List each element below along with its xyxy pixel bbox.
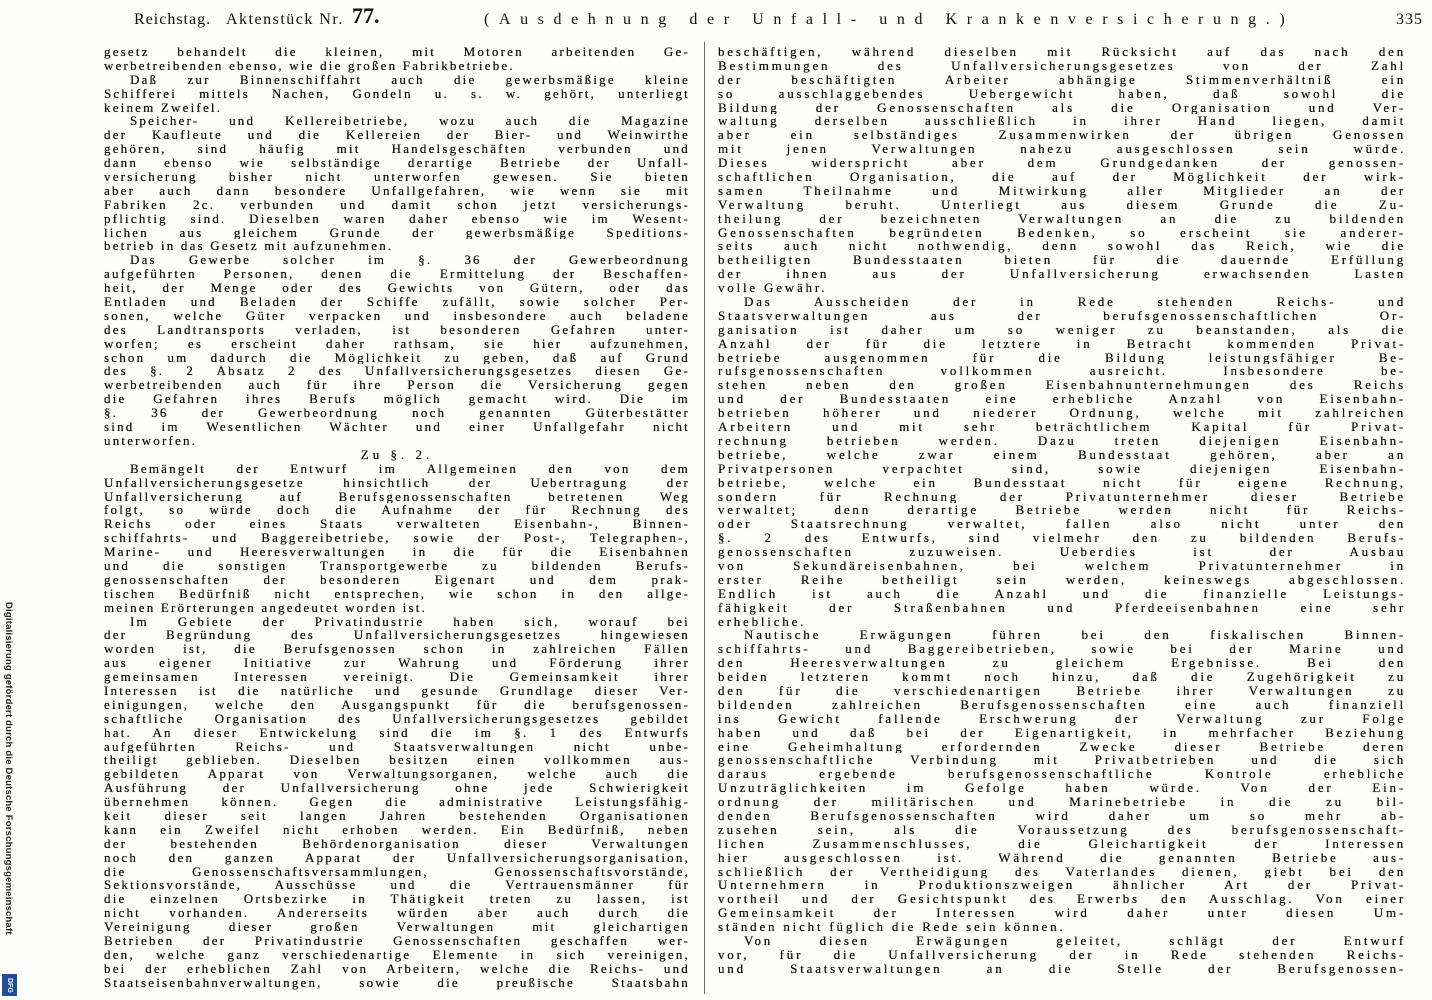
text-line: §. 2 des Entwurfs, sind vielmehr den zu bildenden Berufs- (718, 531, 1406, 546)
text-line: Staatseisenbahnverwaltungen, sowie die preußische Staatsbahn (104, 975, 690, 990)
text-line: worfen; es erscheint daher rathsam, sie hier aufzunehmen, (104, 336, 690, 351)
text-line: der bestehenden Behördenorganisation dieser Verwaltungen (104, 836, 690, 851)
text-line: schaftlichen Organisation, die auf der Möglichkeit der wirk- (718, 170, 1406, 184)
text-line: aufgeführten Reichs- und Staatsverwaltungen nicht unbe- (104, 739, 690, 754)
text-column-right (718, 45, 1406, 976)
paragraph (718, 628, 1406, 934)
text-line: rufsgenossenschaften vollkommen ausreicht. Insbesondere be- (718, 364, 1406, 379)
text-line: schiffahrts- und Baggereibetriebe, sowie der Post-, Telegraphen-, (104, 531, 690, 546)
text-line: genossenschaftliche Verbindung mit Privatbetrieben und die sich (718, 753, 1406, 768)
header-document-label: Aktenstück Nr. (226, 11, 344, 28)
text-line: werbetreibenden ebenso, wie die großen Fabrikbetriebe. (104, 58, 515, 73)
text-line: die Gefahren ihres Berufs möglich gemacht wird. Die im (104, 392, 690, 407)
text-line: und der Bundesstaaten eine erhebliche Anzahl von Eisenbahn- (718, 392, 1406, 407)
text-line: Speicher- und Kellereibetriebe, wozu auch die Magazine (130, 114, 690, 129)
text-line: Bemängelt der Entwurf im Allgemeinen den von dem (130, 461, 690, 476)
paragraph (104, 73, 690, 115)
text-line: heit, der Menge oder des Gewichts von Gütern, oder das (104, 281, 690, 296)
text-line: betriebe ausgenommen für die Bildung leistungsfähiger Be- (718, 350, 1406, 365)
text-line: Anzahl der für die letztere in Betracht kommenden Privat- (718, 336, 1406, 351)
text-line: Marine- und Heeresverwaltungen in die für die Eisenbahnen (104, 545, 690, 559)
text-line: erster Reihe betheiligt sein werden, keineswegs abgeschlossen. (718, 572, 1406, 587)
text-line: der ihnen aus der Unfallversicherung erwachsenden Lasten (718, 267, 1406, 282)
text-line: Verwaltung beruht. Unterliegt aus diesem Grunde die Zu- (718, 197, 1406, 212)
text-line: aber auch dann besondere Unfallgefahren, wie wenn sie mit (104, 183, 690, 198)
text-line: der Begründung des Unfallversicherungsgesetzes hingewiesen (104, 628, 690, 643)
text-line: erhebliche. (718, 614, 807, 629)
text-line: betheiligten Bundesstaaten bieten für die dauernde Erfüllung (718, 253, 1406, 268)
text-line: den, welche ganz verschiedenartige Elemente in sich vereinigen, (104, 947, 690, 962)
text-line: Unfallversicherungsgesetze hinsichtlich der Uebertragung der (104, 475, 690, 490)
paragraph (104, 462, 690, 615)
header-document-number: 77. (352, 3, 380, 28)
text-line: sonen, welche Güter verpacken und insbesondere auch beladene (104, 308, 690, 323)
text-line: Vereinigung dieser großen Verwaltungen mit gleichartigen (104, 920, 690, 934)
text-line: Unfallversicherung auf Berufsgenossenschaften betretenen Weg (104, 489, 690, 504)
text-line: schließlich der Vertheidigung des Vaterlandes dienen, giebt bei den (718, 864, 1406, 879)
text-line: aufgeführten Personen, denen die Ermittelung der Beschaffen- (104, 267, 690, 282)
text-line: stehen neben den großen Eisenbahnunternehmungen des Reichs (718, 378, 1406, 393)
text-line: hier ausgeschlossen ist. Während die genannten Betriebe aus- (718, 850, 1406, 865)
text-line: dann ebenso wie selbständige derartige Betriebe der Unfall- (104, 156, 690, 171)
text-line: meinen Erörterungen angedeutet worden ist. (104, 600, 428, 615)
paragraph (104, 114, 690, 253)
text-line: hat. An dieser Entwickelung sind die im §. 1 des Entwurfs (104, 725, 690, 740)
text-line: bildenden zahlreichen Berufsgenossenschaften eine auch finanziell (718, 697, 1406, 712)
paragraph (104, 615, 690, 990)
text-line: keit dieser seit langen Jahren bestehenden Organisationen (104, 808, 690, 823)
text-line: versicherung bisher nicht unterworfen gewesen. Sie bieten (104, 170, 690, 184)
text-line: einigungen, welche den Ausgangspunkt für die berufsgenossen- (104, 697, 690, 712)
text-line: schaftliche Organisation des Unfallversicherungsgesetzes gebildet (104, 711, 690, 726)
text-line: der Kaufleute und die Kellereien der Bier- und Weinwirthe (104, 128, 690, 143)
text-line: §. 36 der Gewerbeordnung noch genannten Güterbestätter (104, 406, 690, 421)
text-line: übernehmen können. Gegen die administrative Leistungsfähig- (104, 795, 690, 809)
text-line: ordnung der militärischen und Marinebetriebe in die zu bil- (718, 795, 1406, 809)
text-line: eine Geheimhaltung erfordernden Zwecke dieser Betriebe deren (718, 739, 1406, 754)
text-line: theiligt geblieben. Dieselben besitzen einen vollkommen aus- (104, 753, 690, 768)
paragraph (718, 934, 1406, 976)
text-line: Staatsverwaltungen aus der berufsgenossenschaftlichen Or- (718, 308, 1406, 323)
text-line: ganisation ist daher um so weniger zu beanstanden, als die (718, 322, 1406, 337)
text-line: nicht vorhanden. Andererseits würden aber auch durch die (104, 906, 690, 921)
text-line: Dieses widerspricht aber dem Grundgedanken der genossen- (718, 156, 1406, 171)
text-line: Von diesen Erwägungen geleitet, schlägt der Entwurf (744, 934, 1406, 948)
text-line: unterworfen. (104, 433, 198, 448)
text-line: den Heeresverwaltungen zu gleichem Ergebnisse. Bei den (718, 656, 1406, 671)
text-line: samen Theilnahme und Mitwirkung aller Mitglieder an der (718, 183, 1406, 198)
text-line: genossenschaften zuzuweisen. Ueberdies ist der Ausbau (718, 545, 1406, 559)
text-line: sondern für Rechnung der Privatunternehmer dieser Betriebe (718, 489, 1406, 504)
paragraph (718, 45, 1406, 295)
text-line: haben und daß bei der Eigenartigkeit, in mehrfacher Beziehung (718, 725, 1406, 740)
text-line: denden Berufsgenossenschaften wird daher um so mehr ab- (718, 808, 1406, 823)
text-line: Entladen und Beladen der Schiffe zufällt, sowie solcher Per- (104, 295, 690, 309)
text-line: Sektionsvorstände, Ausschüsse und die Vertrauensmänner für (104, 878, 690, 893)
text-line: theilung der bezeichneten Verwaltungen an die zu bildenden (718, 211, 1406, 226)
dfg-logo: DFG (2, 974, 17, 996)
text-line: daraus ergebende berufsgenossenschaftliche Kontrole erhebliche (718, 767, 1406, 782)
text-line: Schifferei mittels Nachen, Gondeln u. s. w. gehört, unterliegt (104, 86, 690, 101)
text-line: den für die verschiedenartigen Betriebe ihrer Verwaltungen zu (718, 683, 1406, 698)
text-line: aus eigener Initiative zur Wahrung und Förderung ihrer (104, 656, 690, 671)
text-line: keinem Zweifel. (104, 100, 223, 115)
text-column-left (104, 45, 690, 990)
text-line: ins Gewicht fallende Erschwerung der Verwaltung zur Folge (718, 711, 1406, 726)
text-line: betrieben höherer und niederer Ordnung, welche mit zahlreichen (718, 406, 1406, 421)
text-line: Gemeinsamkeit der Interessen wird daher unter diesen Um- (718, 906, 1406, 921)
text-line: gemeinsamen Interessen vereinigt. Die Gemeinsamkeit ihrer (104, 670, 690, 684)
text-line: des Landtransports verladen, ist besonderen Gefahren unter- (104, 322, 690, 337)
section-heading: Zu §. 2. (360, 447, 434, 462)
text-line: Genossenschaften begründeten Bedenken, so erscheint sie anderer- (718, 225, 1406, 240)
text-line: Betrieben der Privatindustrie Genossenschaften geschaffen wer- (104, 934, 690, 948)
text-line: schon um dadurch die Möglichkeit zu geben, daß auf Grund (104, 350, 690, 365)
header-reichstag: Reichstag. (134, 11, 212, 28)
text-line: Unternehmern in Produktionszweigen ähnlicher Art der Privat- (718, 878, 1406, 893)
text-line: oder Staatsrechnung verwaltet, fallen also nicht unter den (718, 517, 1406, 532)
paragraph (104, 45, 690, 73)
text-line: volle Gewähr. (718, 281, 828, 296)
text-line: vortheil und der Gesichtspunkt des Erwerbs den Ausschlag. Von einer (718, 892, 1406, 907)
text-line: betriebe, welche ein Bundesstaat nicht für eigene Rechnung, (718, 475, 1406, 490)
text-line: tischen Bedürfniß nicht entsprechen, wie schon in den allge- (104, 586, 690, 601)
text-line: lichen aus gleichem Grunde der gewerbsmäßige Speditions- (104, 225, 690, 240)
text-line: Endlich ist auch die Anzahl und die finanzielle Leistungs- (718, 586, 1406, 601)
text-line: noch den ganzen Apparat der Unfallversicherungsorganisation, (104, 850, 690, 865)
text-line: mit jenen Verwaltungen nahezu ausgeschlossen sein würde. (718, 142, 1406, 157)
paragraph (718, 295, 1406, 628)
text-line: fähigkeit der Straßenbahnen und Pferdeeisenbahnen eine sehr (718, 600, 1406, 615)
text-line: sind im Wesentlichen Wächter und einer Unfallgefahr nicht (104, 420, 690, 434)
text-line: kann ein Zweifel nicht erhoben werden. Ein Bedürfniß, neben (104, 822, 690, 837)
text-line: gesetz behandelt die kleinen, mit Motoren arbeitenden Ge- (104, 45, 690, 59)
text-line: lichen Zusammenschlusses, die Gleichartigkeit der Interessen (718, 836, 1406, 851)
text-line: waltung derselben ausschließlich in ihrer Hand liegen, damit (718, 114, 1406, 129)
digitization-sidebar (0, 0, 20, 1000)
text-line: so ausschlaggebendes Uebergewicht haben, daß sowohl die (718, 86, 1406, 101)
text-line: von Sekundäreisenbahnen, bei welchem Privatunternehmer in (718, 558, 1406, 573)
text-line: aber ein selbständiges Zusammenwirken der übrigen Genossen (718, 128, 1406, 143)
paragraph (104, 253, 690, 447)
text-line: bei der erheblichen Zahl von Arbeitern, welche die Reichs- und (104, 961, 690, 976)
text-line: werbetreibenden auch für ihre Person die Versicherung gegen (104, 378, 690, 393)
page-number: 335 (1396, 11, 1423, 28)
text-line: Daß zur Binnenschiffahrt auch die gewerbsmäßige kleine (130, 72, 690, 87)
text-line: die einzelnen Ortsbezirke in Thätigkeit treten zu lassen, ist (104, 892, 690, 907)
text-line: Ausführung der Unfallversicherung ohne jede Schwierigkeit (104, 781, 690, 796)
text-line: worden ist, die Berufsgenossen schon in zahlreichen Fällen (104, 642, 690, 657)
text-line: pflichtig sind. Dieselben waren daher ebenso wie im Wesent- (104, 211, 690, 226)
text-line: beiden letzteren kommt noch hinzu, daß die Zugehörigkeit zu (718, 670, 1406, 684)
text-line: Interessen ist die natürliche und gesunde Grundlage dieser Ver- (104, 683, 690, 698)
text-line: zusehen sein, als die Voraussetzung des berufsgenossenschaft- (718, 822, 1406, 837)
text-line: Bestimmungen des Unfallversicherungsgesetzes von der Zahl (718, 58, 1406, 73)
text-line: des §. 2 Absatz 2 des Unfallversicherungsgesetzes diesen Ge- (104, 364, 690, 379)
text-line: Das Gewerbe solcher im §. 36 der Gewerbeordnung (130, 253, 690, 268)
text-line: Im Gebiete der Privatindustrie haben sich, worauf bei (130, 614, 690, 629)
text-line: Das Ausscheiden der in Rede stehenden Reichs- und (744, 295, 1406, 309)
text-line: gebildeten Apparat von Verwaltungsorganen, welche auch die (104, 767, 690, 782)
text-line: schiffahrts- und Baggereibetrieben, sowie bei der Marine und (718, 642, 1406, 657)
text-line: Arbeitern und mit sehr beträchtlichem Kapital für Privat- (718, 420, 1406, 434)
text-line: rechnung betrieben werden. Dazu treten diejenigen Eisenbahn- (718, 433, 1406, 448)
text-line: Privatpersonen verpachtet sind, sowie diejenigen Eisenbahn- (718, 461, 1406, 476)
text-line: seits auch nicht nothwendig, denn sowohl das Reich, wie die (718, 239, 1406, 254)
header-title: (Ausdehnung der Unfall- und Krankenversicherung.) (484, 11, 1295, 28)
text-line: beschäftigen, während dieselben mit Rücksicht auf das nach den (718, 45, 1406, 59)
text-line: Bildung der Genossenschaften als die Organisation und Ver- (718, 100, 1406, 115)
text-line: die Genossenschaftsversammlungen, Genossenschaftsvorstände, (104, 864, 690, 879)
text-line: Unzuträglichkeiten im Gefolge haben würde. Von der Ein- (718, 781, 1406, 796)
text-line: Reichs oder eines Staats verwalteten Eisenbahn-, Binnen- (104, 517, 690, 532)
text-line: folgt, so würde doch die Aufnahme der für Rechnung des (104, 503, 690, 518)
text-line: der beschäftigten Arbeiter abhängige Stimmenverhältniß ein (718, 72, 1406, 87)
funding-credit: Digitalisierung gefördert durch die Deutsche Forschungsgemeinschaft (3, 602, 14, 935)
text-line: ständen nicht füglich die Rede sein können. (718, 920, 1066, 934)
text-line: gehören, sind häufig mit Handelsgeschäften verbunden und (104, 142, 690, 157)
text-line: Fabriken 2c. verbunden und damit schon jetzt versicherungs- (104, 197, 690, 212)
text-line: genossenschaften der besonderen Eigenart und dem prak- (104, 572, 690, 587)
column-divider (704, 42, 705, 994)
text-line: betrieb in das Gesetz mit aufzunehmen. (104, 239, 394, 254)
text-line: und die sonstigen Transportgewerbe zu bildenden Berufs- (104, 558, 690, 573)
text-line: verwaltet; denn derartige Betriebe werden nicht für Reichs- (718, 503, 1406, 518)
text-line: betriebe, welche zwar einem Bundesstaat gehören, aber an (718, 447, 1406, 462)
text-line: vor, für die Unfallversicherung der in Rede stehenden Reichs- (718, 947, 1406, 962)
text-line: Nautische Erwägungen führen bei den fiskalischen Binnen- (744, 628, 1406, 643)
text-line: und Staatsverwaltungen an die Stelle der Berufsgenossen- (718, 961, 1406, 976)
